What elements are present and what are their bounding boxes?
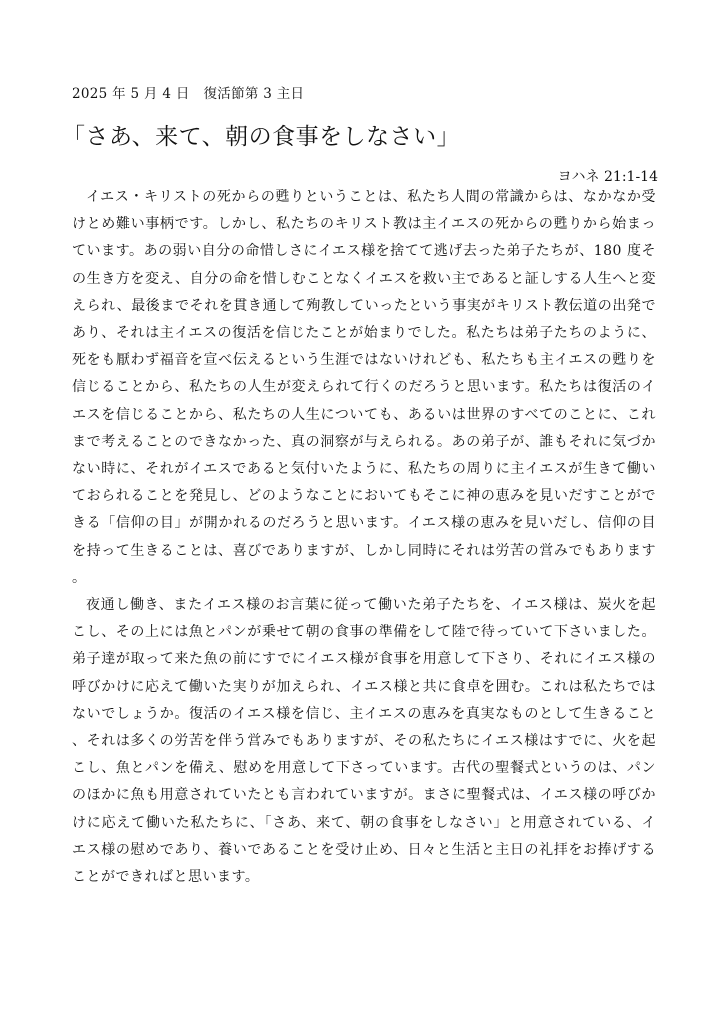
sermon-title: 「さあ、来て、朝の食事をしなさい」 [62, 124, 461, 150]
body-paragraph-2: 夜通し働き、またイエス様のお言葉に従って働いた弟子たちを、イエス様は、炭火を起こし、その上には魚とパンが乗せて朝の食事の準備をして陸で待っていて下さいました。弟子達が取って来た魚の前にすでにイエス様が食事を用意して下さり、それにイエス様の呼びかけに応えて働いた実りが加えられ、イエス様と共に食卓を囲む。これは私たちではないでしょうか。復活のイエス様を信じ、主イエスの恵みを真実なものとして生きること、それは多くの労苦を伴う営みでもありますが、その私たちにイエス様はすでに、火を起こし、魚とパンを備え、慰めを用意して下さっています。古代の聖餐式というのは、パンのほかに魚も用意されていたとも言われていますが。まさに聖餐式は、イエス様の呼びかけに応えて働いた私たちに、「さあ、来て、朝の食事をしなさい」と用意されている、イエス様の慰めであり、養いであることを受け止め、日々と生活と主日の礼拝をお捧げすることができればと思います。 [72, 597, 656, 886]
sermon-body [72, 184, 656, 891]
body-paragraph-1: イエス・キリストの死からの甦りということは、私たち人間の常識からは、なかなか受けとめ難い事柄です。しかし、私たちのキリスト教は主イエスの死からの甦りから始まっています。あの弱い自分の命惜しさにイエス様を捨てて逃げ去った弟子たちが、180 度その生き方を変え、自分の命を惜しむことなくイエスを救い主であると証しする人生へと変えられ、最後までそれを貫き通して殉教していったという事実がキリスト教伝道の出発であり、それは主イエスの復活を信じたことが始まりでした。私たちは弟子たちのように、死をも厭わず福音を宣べ伝えるという生涯ではないけれども、私たちも主イエスの甦りを信じることから、私たちの人生が変えられて行くのだろうと思います。私たちは復活のイエスを信じることから、私たちの人生についても、あるいは世界のすべてのことに、これまで考えることのできなかった、真の洞察が与えられる。あの弟子が、誰もそれに気づかない時に、それがイエスであると気付いたように、私たちの周りに主イエスが生きて働いておられることを発見し、どのようなことにおいてもそこに神の恵みを見いだすことができる「信仰の目」が開かれるのだろうと思います。イエス様の恵みを見いだし、信仰の目を持って生きることは、喜びでありますが、しかし同時にそれは労苦の営みでもあります。 [72, 189, 656, 586]
sermon-date: 2025 年 5 月 4 日 復活節第 3 主日 [72, 86, 305, 102]
scripture-reference: ヨハネ 21:1-14 [557, 169, 658, 185]
